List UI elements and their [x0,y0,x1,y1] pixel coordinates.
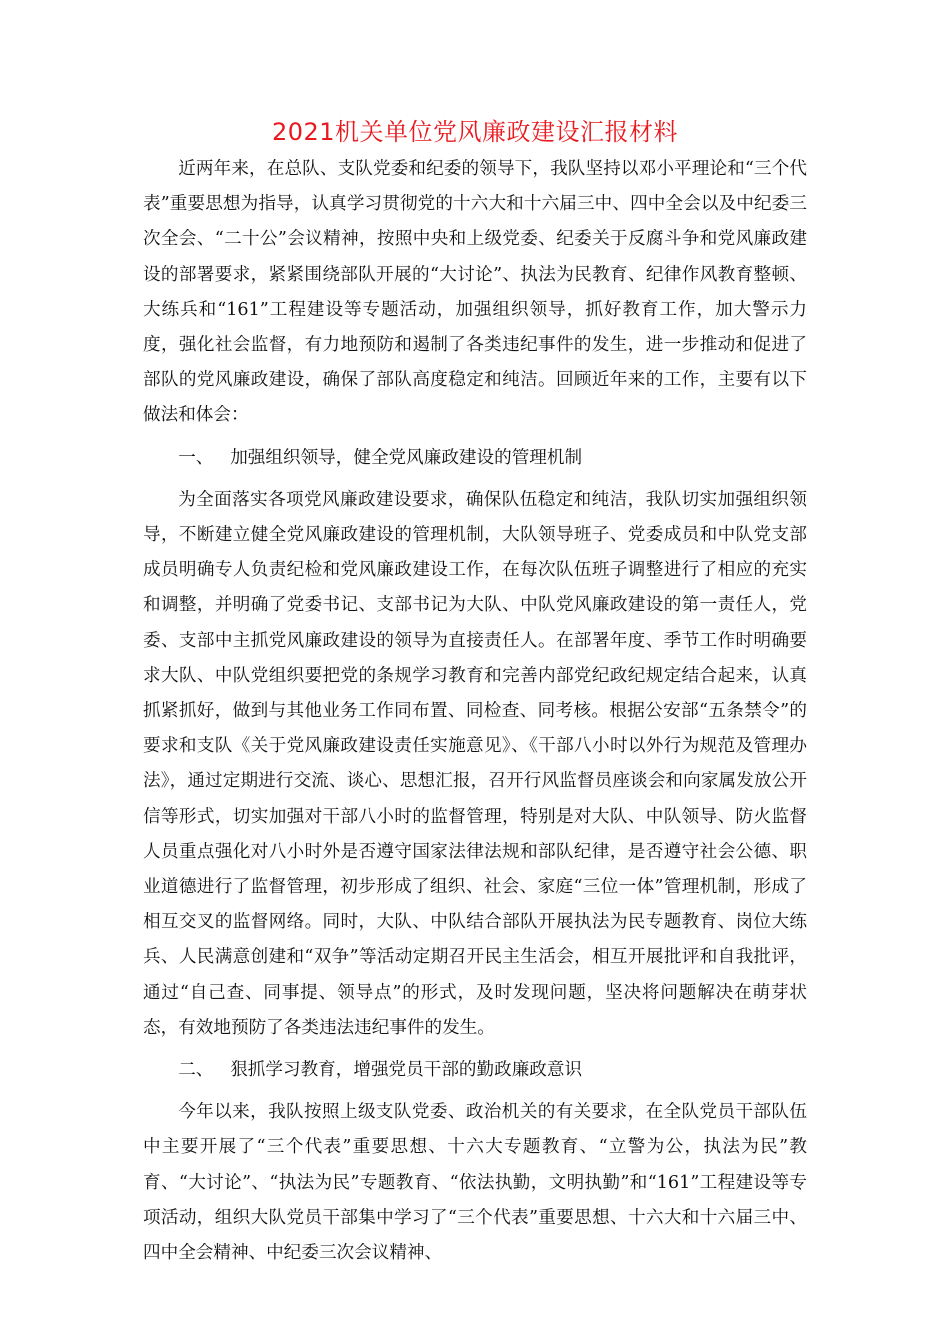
document-body [143,152,807,1271]
section-heading-1 [143,441,807,476]
section-heading-text-1: 加强组织领导，健全党风廉政建设的管理机制 [230,447,583,468]
section-heading-text-2: 狠抓学习教育，增强党员干部的勤政廉政意识 [230,1060,583,1081]
section-number-2: 二、 [178,1060,214,1081]
section-number-1: 一、 [178,447,214,468]
intro-paragraph: 近两年来，在总队、支队党委和纪委的领导下，我队坚持以邓小平理论和“三个代表”重要思想为指导，认真学习贯彻党的十六大和十六届三中、四中全会以及中纪委三次全会、“二十公”会议精神，按照中央和上级党委、纪委关于反腐斗争和党风廉政建设的部署要求，紧紧围绕部队开展的“大讨论”、执法为民教育、纪律作风教育整顿、大练兵和“161”工程建设等专题活动，加强组织领导，抓好教育工作，加大警示力度，强化社会监督，有力地预防和遏制了各类违纪事件的发生，进一步推动和促进了部队的党风廉政建设，确保了部队高度稳定和纯洁。回顾近年来的工作，主要有以下做法和体会： [143,159,807,426]
section-heading-2 [143,1053,807,1088]
section-paragraph-1: 为全面落实各项党风廉政建设要求，确保队伍稳定和纯洁，我队切实加强组织领导，不断建立健全党风廉政建设的管理机制，大队领导班子、党委成员和中队党支部成员明确专人负责纪检和党风廉政建设工作，在每次队伍班子调整进行了相应的充实和调整，并明确了党委书记、支部书记为大队、中队党风廉政建设的第一责任人，党委、支部中主抓党风廉政建设的领导为直接责任人。在部署年度、季节工作时明确要求大队、中队党组织要把党的条规学习教育和完善内部党纪政纪规定结合起来，认真抓紧抓好，做到与其他业务工作同布置、同检查、同考核。根据公安部“五条禁令”的要求和支队《关于党风廉政建设责任实施意见》、《干部八小时以外行为规范及管理办法》，通过定期进行交流、谈心、思想汇报，召开行风监督员座谈会和向家属发放公开信等形式，切实加强对干部八小时的监督管理，特别是对大队、中队领导、防火监督人员重点强化对八小时外是否遵守国家法律法规和部队纪律，是否遵守社会公德、职业道德进行了监督管理，初步形成了组织、社会、家庭“三位一体”管理机制，形成了相互交叉的监督网络。同时，大队、中队结合部队开展执法为民专题教育、岗位大练兵、人民满意创建和“双争”等活动定期召开民主生活会，相互开展批评和自我批评，通过“自己查、同事提、领导点”的形式，及时发现问题，坚决将问题解决在萌芽状态，有效地预防了各类违法违纪事件的发生。 [143,489,807,1038]
document-title: 2021机关单位党风廉政建设汇报材料 [271,118,679,146]
section-paragraph-2: 今年以来，我队按照上级支队党委、政治机关的有关要求，在全队党员干部队伍中主要开展了“三个代表”重要思想、十六大专题教育、“立警为公，执法为民”教育、“大讨论”、“执法为民”专题教育、“依法执勤，文明执勤”和“161”工程建设等专项活动，组织大队党员干部集中学习了“三个代表”重要思想、十六大和十六届三中、四中全会精神、中纪委三次会议精神、 [143,1102,807,1264]
